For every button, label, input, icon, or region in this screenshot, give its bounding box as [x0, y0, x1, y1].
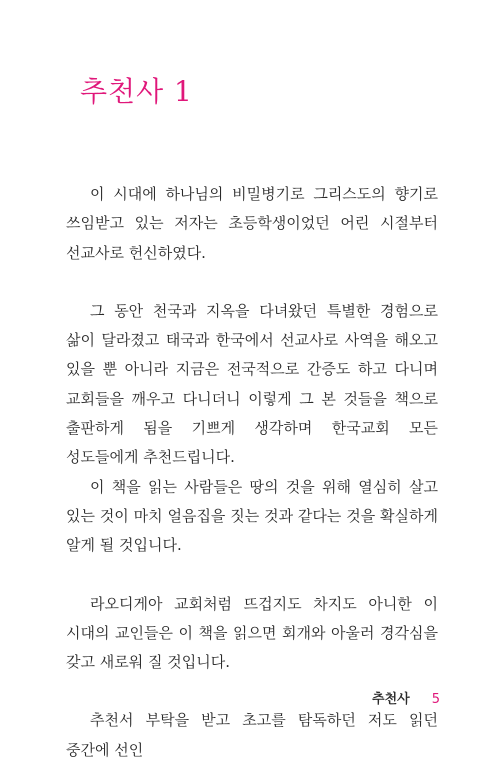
paragraph-gap: [66, 561, 438, 590]
paragraph-gap: [66, 268, 438, 297]
paragraph: 라오디게아 교회처럼 뜨겁지도 차지도 아니한 이 시대의 교인들은 이 책을 읽으면 회개와 아울러 경각심을 갖고 새로워 질 것입니다.: [66, 594, 438, 672]
running-header-section: 추천사: [372, 692, 410, 707]
page-title: 추천사 1: [80, 75, 193, 108]
paragraph: 추천서 부탁을 받고 초고를 탐독하던 저도 읽던 중간에 선인: [66, 711, 438, 759]
page-footer: [0, 688, 440, 707]
paragraph: 그 동안 천국과 지옥을 다녀왔던 특별한 경험으로 삶이 달라졌고 태국과 한국에서 선교사로 사역을 해오고 있을 뿐 아니라 지금은 전국적으로 간증도 하고 다니며 교회들을 깨우고 다니더니 이렇게 그 본 것들을 책으로 출판하게 됨을 기쁘게 생각하며 한국교회 모든 성도들에게 추천드립니다.: [66, 301, 438, 467]
paragraph: 이 책을 읽는 사람들은 땅의 것을 위해 열심히 살고 있는 것이 마치 얼음집을 짓는 것과 같다는 것을 확실하게 알게 될 것입니다.: [66, 477, 438, 555]
page-number: 5: [431, 692, 440, 707]
paragraph: 이 시대에 하나님의 비밀병기로 그리스도의 향기로 쓰임받고 있는 저자는 초등학생이었던 어린 시절부터 선교사로 헌신하였다.: [66, 185, 438, 262]
body-text: [66, 180, 438, 765]
